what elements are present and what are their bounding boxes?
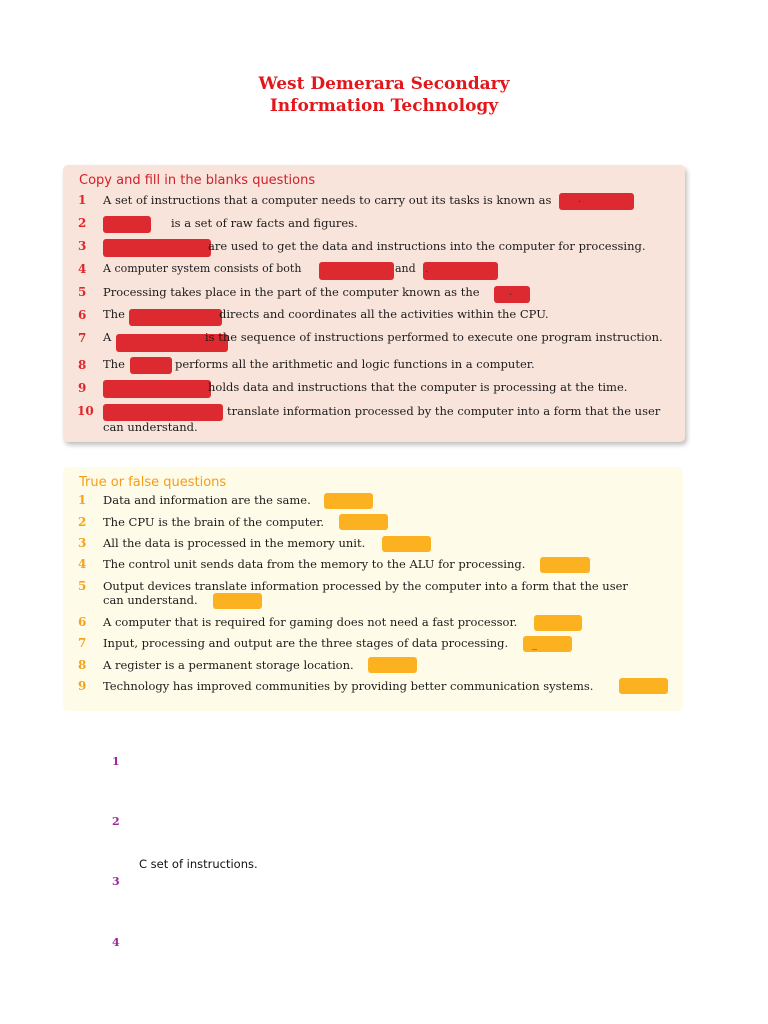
answer-blank[interactable] [129, 309, 222, 326]
question-text: A computer system consists of both [103, 262, 302, 275]
school-title: West Demerara Secondary [258, 74, 510, 94]
question-text: are used to get the data and instructions into the computer for processing. [208, 239, 646, 253]
answer-text: C set of instructions. [139, 857, 258, 871]
blank-mark: . [578, 194, 582, 205]
answer-blank[interactable] [130, 357, 172, 374]
question-number: 9 [78, 381, 87, 395]
question-number: 2 [78, 515, 87, 529]
true-false-blank[interactable] [619, 678, 668, 694]
answer-blank[interactable] [319, 262, 394, 280]
question-number: 7 [78, 331, 87, 345]
question-text: Processing takes place in the part of the computer known as the [103, 285, 480, 299]
question-text: A [103, 330, 112, 344]
question-number: 4 [78, 557, 87, 571]
true-false-blank[interactable] [534, 615, 582, 631]
fill-blanks-heading: Copy and fill in the blanks questions [79, 173, 316, 188]
true-false-heading: True or false questions [79, 475, 227, 490]
question-text: holds data and instructions that the computer is processing at the time. [208, 380, 628, 394]
question-number: 5 [78, 579, 87, 593]
blank-mark: . [509, 287, 513, 298]
question-text: The control unit sends data from the memory to the ALU for processing. [103, 557, 526, 571]
question-number: 3 [78, 239, 87, 253]
true-false-blank[interactable] [213, 593, 262, 609]
question-number: 6 [78, 615, 87, 629]
answer-blank[interactable] [559, 193, 634, 210]
question-text: Output devices translate information processed by the computer into a form that the user [103, 579, 628, 593]
true-false-blank[interactable] [382, 536, 431, 552]
answer-number: 3 [112, 875, 120, 888]
question-number: 8 [78, 358, 87, 372]
question-number: 7 [78, 636, 87, 650]
true-false-blank[interactable] [339, 514, 388, 530]
question-number: 1 [78, 493, 87, 507]
answer-number: 4 [112, 936, 120, 949]
question-text: A computer that is required for gaming does not need a fast processor. [103, 615, 518, 629]
question-number: 6 [78, 308, 87, 322]
question-text: The CPU is the brain of the computer. [103, 515, 325, 529]
answer-number: 2 [112, 815, 120, 828]
subject-title: Information Technology [269, 96, 499, 116]
question-number: 9 [78, 679, 87, 693]
question-text: is a set of raw facts and figures. [171, 216, 358, 230]
question-text: Technology has improved communities by providing better communication systems. [103, 679, 594, 693]
question-text: performs all the arithmetic and logic functions in a computer. [175, 357, 535, 371]
question-text: The [103, 307, 125, 321]
answer-blank[interactable] [103, 239, 211, 257]
question-number: 8 [78, 658, 87, 672]
question-text: Data and information are the same. [103, 493, 311, 507]
question-number: 4 [78, 262, 87, 276]
blank-mark: _ [532, 639, 537, 650]
true-false-blank[interactable] [324, 493, 373, 509]
question-number: 3 [78, 536, 87, 550]
answer-number: 1 [112, 755, 120, 768]
question-text: directs and coordinates all the activities within the CPU. [219, 307, 549, 321]
true-false-blank[interactable] [540, 557, 590, 573]
question-text: The [103, 357, 125, 371]
question-text-continued: can understand. [103, 593, 198, 607]
question-text: Input, processing and output are the three stages of data processing. [103, 636, 509, 650]
question-number: 2 [78, 216, 87, 230]
question-number: 5 [78, 285, 87, 299]
question-text: translate information processed by the computer into a form that the user [227, 404, 661, 418]
answer-blank[interactable] [103, 404, 223, 421]
question-text: and [395, 262, 416, 275]
question-text-continued: can understand. [103, 420, 198, 434]
question-number: 1 [78, 193, 87, 207]
answer-blank[interactable] [103, 380, 211, 398]
question-text: All the data is processed in the memory unit. [103, 536, 366, 550]
blank-mark: . [425, 264, 429, 275]
true-false-blank[interactable] [368, 657, 417, 673]
answer-blank[interactable] [103, 216, 151, 233]
question-number: 10 [77, 404, 94, 418]
answer-blank[interactable] [423, 262, 498, 280]
question-text: A register is a permanent storage location. [103, 658, 354, 672]
true-false-blank[interactable] [523, 636, 572, 652]
question-text: is the sequence of instructions performed to execute one program instruction. [205, 330, 663, 344]
question-text: A set of instructions that a computer needs to carry out its tasks is known as [103, 193, 552, 207]
